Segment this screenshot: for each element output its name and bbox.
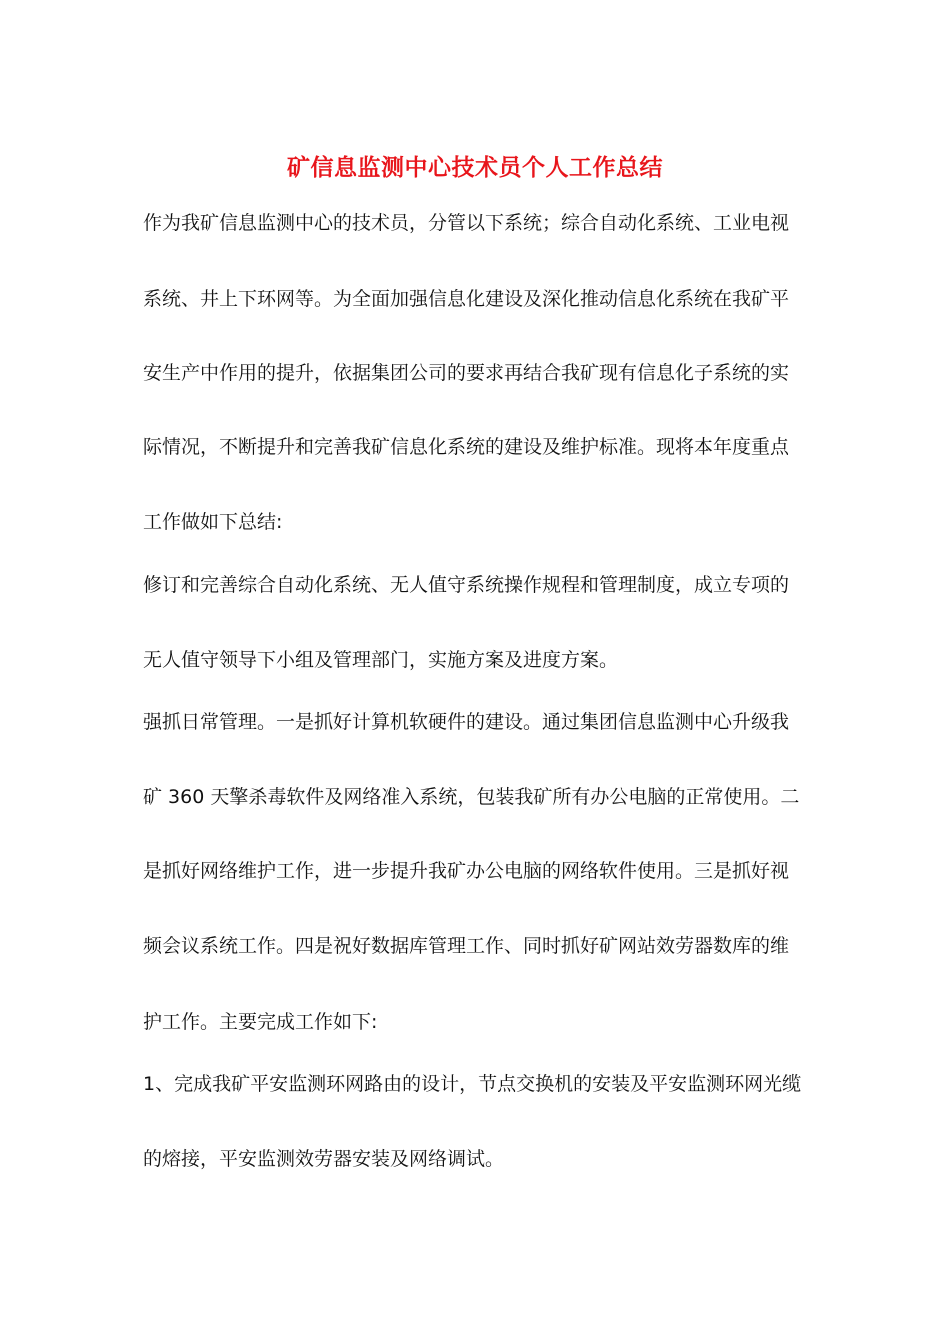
document-title: 矿信息监测中心技术员个人工作总结 bbox=[287, 155, 663, 181]
paragraph-line: 强抓日常管理。一是抓好计算机软硬件的建设。通过集团信息监测中心升级我 bbox=[143, 711, 790, 733]
paragraph-line: 频会议系统工作。四是祝好数据库管理工作、同时抓好矿网站效劳器数库的维 bbox=[143, 935, 790, 957]
paragraph-line: 系统、井上下环网等。为全面加强信息化建设及深化推动信息化系统在我矿平 bbox=[143, 288, 790, 310]
paragraph-line: 矿 360 天擎杀毒软件及网络准入系统，包装我矿所有办公电脑的正常使用。二 bbox=[143, 786, 800, 808]
paragraph-line: 是抓好网络维护工作，进一步提升我矿办公电脑的网络软件使用。三是抓好视 bbox=[143, 860, 790, 882]
paragraph-line: 的熔接，平安监测效劳器安装及网络调试。 bbox=[143, 1148, 505, 1170]
paragraph-line: 护工作。主要完成工作如下: bbox=[143, 1011, 378, 1033]
paragraph-line: 际情况，不断提升和完善我矿信息化系统的建设及维护标准。现将本年度重点 bbox=[143, 436, 790, 458]
paragraph-line: 工作做如下总结: bbox=[143, 511, 283, 533]
paragraph-line: 无人值守领导下小组及管理部门，实施方案及进度方案。 bbox=[143, 649, 619, 671]
paragraph-line: 修订和完善综合自动化系统、无人值守系统操作规程和管理制度，成立专项的 bbox=[143, 574, 790, 596]
paragraph-line: 作为我矿信息监测中心的技术员，分管以下系统；综合自动化系统、工业电视 bbox=[143, 212, 790, 234]
paragraph-line: 1、完成我矿平安监测环网路由的设计，节点交换机的安装及平安监测环网光缆 bbox=[143, 1073, 802, 1095]
paragraph-line: 安生产中作用的提升，依据集团公司的要求再结合我矿现有信息化子系统的实 bbox=[143, 362, 790, 384]
